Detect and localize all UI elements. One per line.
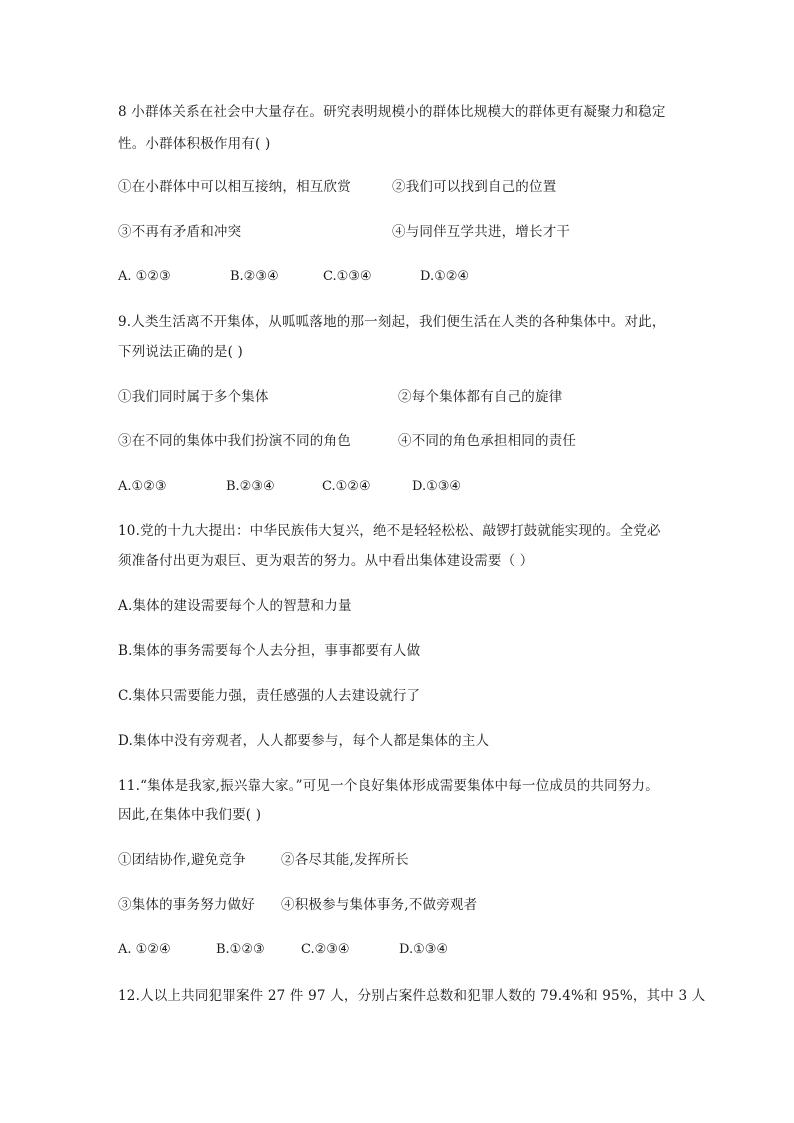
document-page	[118, 0, 706, 1123]
q9-stem-line-2: 下列说法正确的是( )	[118, 344, 244, 360]
q11-stem-line-2: 因此,在集体中我们要( )	[118, 807, 262, 823]
q8-choice-d: D.①②④	[420, 269, 470, 284]
q9-statement-1: ①我们同时属于多个集体	[118, 389, 269, 405]
q8-stem-line-1: 8 小群体关系在社会中大量存在。研究表明规模小的群体比规模大的群体更有凝聚力和稳定	[118, 104, 666, 120]
q11-stem-line-1: 11.“集体是我家,振兴靠大家。”可见一个良好集体形成需要集体中每一位成员的共同努力。	[118, 778, 659, 794]
q11-statement-4: ④积极参与集体事务,不做旁观者	[281, 897, 478, 913]
q11-choice-b: B.①②③	[216, 942, 265, 957]
q8-choice-b: B.②③④	[230, 269, 279, 284]
q9-statement-2: ②每个集体都有自己的旋律	[398, 389, 563, 405]
q9-choice-a: A.①②③	[118, 479, 167, 494]
q10-stem-line-1: 10.党的十九大提出：中华民族伟大复兴，绝不是轻轻松松、敲锣打鼓就能实现的。全党必	[118, 523, 661, 539]
q8-statement-2: ②我们可以找到自己的位置	[392, 179, 557, 195]
q10-option-b: B.集体的事务需要每个人去分担，事事都要有人做	[118, 643, 421, 659]
q11-statement-3: ③集体的事务努力做好	[118, 897, 255, 913]
q12-stem-line-1: 12.人以上共同犯罪案件 27 件 97 人，分别占案件总数和犯罪人数的 79.4%和 95%，其中 3 人	[118, 988, 706, 1004]
q9-choice-d: D.①③④	[412, 479, 462, 494]
q9-stem-line-1: 9.人类生活离不开集体，从呱呱落地的那一刻起，我们便生活在人类的各种集体中。对此，	[118, 314, 666, 330]
q10-option-c: C.集体只需要能力强，责任感强的人去建设就行了	[118, 688, 421, 704]
q10-stem-line-2: 须准备付出更为艰巨、更为艰苦的努力。从中看出集体建设需要（ ）	[118, 553, 534, 569]
q11-choice-c: C.②③④	[301, 942, 350, 957]
q10-option-a: A.集体的建设需要每个人的智慧和力量	[118, 598, 352, 614]
q9-statement-3: ③在不同的集体中我们扮演不同的角色	[118, 433, 351, 449]
q9-choice-b: B.②③④	[226, 479, 275, 494]
q8-stem-line-2: 性。小群体积极作用有( )	[118, 136, 271, 152]
q8-statement-3: ③不再有矛盾和冲突	[118, 224, 242, 240]
q11-choice-d: D.①③④	[399, 942, 449, 957]
q11-statement-2: ②各尽其能,发挥所长	[281, 852, 409, 868]
q8-statement-4: ④与同伴互学共进，增长才干	[392, 224, 571, 240]
q11-statement-1: ①团结协作,避免竞争	[118, 852, 246, 868]
q9-statement-4: ④不同的角色承担相同的责任	[398, 433, 577, 449]
q8-choice-c: C.①③④	[323, 269, 372, 284]
q8-statement-1: ①在小群体中可以相互接纳，相互欣赏	[118, 179, 351, 195]
q10-option-d: D.集体中没有旁观者，人人都要参与，每个人都是集体的主人	[118, 733, 490, 749]
q11-choice-a: A. ①②④	[118, 942, 171, 957]
q8-choice-a: A. ①②③	[118, 269, 171, 284]
q9-choice-c: C.①②④	[322, 479, 371, 494]
